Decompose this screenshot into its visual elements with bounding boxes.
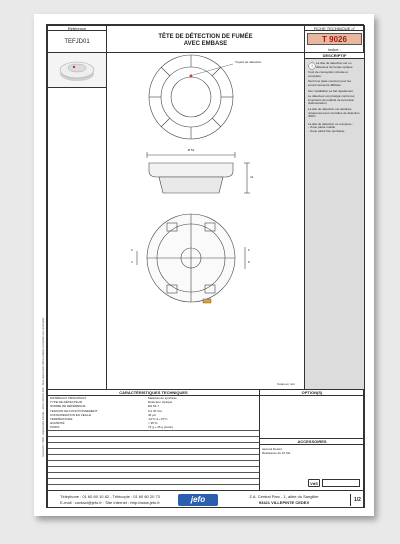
- spec-value: 45 µA: [148, 412, 156, 417]
- spec-value: < 95 %: [148, 421, 158, 426]
- options-heading: OPTION(S): [260, 390, 364, 396]
- specs-heading: CARACTÉRISTIQUES TECHNIQUES: [48, 390, 259, 396]
- spec-key: TENSION DE FONCTIONNEMENT: [50, 408, 98, 413]
- footer-bar: [47, 490, 365, 508]
- page-number: 1/2: [350, 494, 364, 506]
- dimension-diameter: Ø 52: [187, 148, 195, 152]
- document-title-line2: AVEC EMBASE: [183, 41, 228, 47]
- spec-value: -10°C à +70°C: [148, 417, 168, 421]
- product-photo: [47, 52, 107, 88]
- svg-text:i: i: [311, 63, 313, 70]
- specs-table: [48, 396, 259, 490]
- reference-value: TEFJD01: [64, 39, 90, 45]
- accessory-item: Résistance de 10 KΩ: [262, 451, 291, 455]
- spec-key: NORME DE RÉFÉRENCE: [50, 404, 86, 409]
- detector-photo-image: [48, 53, 106, 87]
- spec-key: TEMPÉRATURE: [50, 417, 73, 421]
- descriptif-heading: DESCRIPTIF: [305, 53, 364, 59]
- spec-key: CONSOMMATION EN VEILLE: [50, 412, 91, 417]
- descriptif-paragraph: Son installation se fait rapidement.: [308, 88, 354, 93]
- units-note: Cotes en mm: [277, 382, 295, 386]
- descriptif-paragraph: Le détecteur est protégé contre les inversions de polarité de la tension d'alimentation.: [308, 94, 355, 106]
- descriptif-paragraph: Il est de conception robuste et compacte.: [308, 70, 349, 78]
- spec-value: 73 g + 45 g (socle): [148, 425, 173, 430]
- side-view: [147, 152, 250, 193]
- specs-section: [47, 389, 260, 491]
- certification-box: [322, 479, 360, 487]
- dimension-side-a: 6: [131, 248, 133, 252]
- descriptif-paragraph: La tête de détection est un détecteur de fumée optique.: [316, 61, 354, 69]
- descriptif-paragraph: La tête de détection se compose :: [308, 121, 354, 126]
- spec-value: Matériau de synthèse: [148, 396, 177, 400]
- left-margin-column: [47, 87, 107, 390]
- certification-mark: VdS: [308, 479, 320, 487]
- dimension-side-d: 8: [248, 260, 250, 264]
- dimension-side-c: 6: [248, 248, 250, 252]
- document-title-line1: TÊTE DE DÉTECTION DE FUMÉE: [158, 34, 253, 40]
- callout-detector-label: Voyant de détection: [235, 60, 262, 64]
- options-section: [259, 389, 365, 439]
- descriptif-paragraph: Sa forme plate convient pour les environnements difficiles.: [308, 79, 352, 87]
- spec-key: HUMIDITÉ: [50, 421, 65, 426]
- sheet-number: T 9026: [307, 33, 362, 45]
- descriptif-paragraph: - d'une partie mobile: [308, 125, 336, 130]
- accessory-item: Aérosol Detekt: [262, 447, 282, 451]
- footer-contact-line2: E-mail : contact@jefo.fr · Site Internet : http://www.jefo.fr: [60, 500, 160, 505]
- sheet-label: FICHE TECHNIQUE n°: [305, 26, 364, 31]
- document-frame: [42, 24, 364, 508]
- title-box: [106, 25, 305, 53]
- descriptif-paragraph: La tête de détection est destinée uniquement aux centrales de détection JDFC.: [308, 106, 360, 119]
- descriptif-paragraph: - d'une partie fixe (embase): [308, 128, 345, 133]
- dimension-side-b: 4: [131, 260, 133, 264]
- accessories-section: [259, 438, 365, 491]
- spec-key: MATÉRIAUX PRINCIPAUX: [50, 396, 87, 400]
- document-page: [34, 14, 374, 516]
- base-view: [137, 214, 245, 302]
- company-logo: jefo: [178, 494, 218, 506]
- sheet-number-box: [304, 25, 365, 53]
- index-label: indice :: [328, 47, 341, 52]
- spec-key: POIDS: [50, 425, 60, 430]
- reference-label: Référence: [48, 26, 106, 31]
- spec-key: TYPE DE DÉTECTEUR: [50, 400, 83, 405]
- accessories-heading: ACCESSOIRES: [260, 439, 364, 445]
- technical-drawing: [107, 53, 304, 389]
- spec-value: EN 54-7: [148, 404, 160, 409]
- drawing-area: [106, 52, 305, 390]
- reference-box: [47, 25, 107, 53]
- footer-contact-line1: Téléphone : 01 60 60 10 82 - Télécopie : 01 60 60 20 73: [60, 494, 160, 499]
- footer-address-line1: Z.A. Central Parc - 1, allée du Sangliier: [249, 494, 319, 499]
- side-vertical-text: Document n° 9026 - Reproduction interdite - JADE FRANCE SAS - Toute reproduction même partielle est interdite sans autorisation: [42, 317, 45, 457]
- spec-value: 9 à 30 Vcc: [148, 408, 163, 413]
- spec-value: Détecteur Optique: [148, 400, 173, 405]
- dimension-height: 41: [250, 175, 254, 179]
- descriptif-panel: [304, 52, 365, 390]
- spec-row: [48, 425, 259, 429]
- info-icon: [308, 62, 316, 70]
- descriptif-text: [308, 62, 362, 134]
- footer-address-line2: 93421 VILLEPINTE CEDEX: [258, 500, 310, 505]
